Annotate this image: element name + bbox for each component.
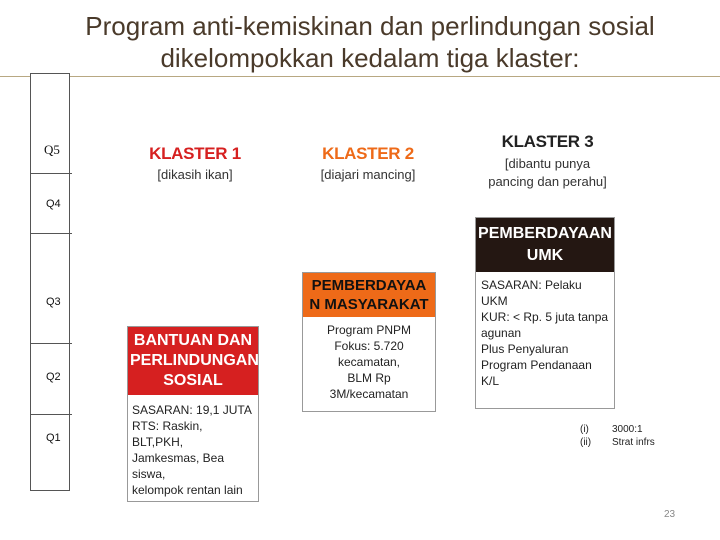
box-body-line: Jamkesmas, Bea siswa, [132,451,225,481]
box-body-line: Program PNPM [326,323,412,337]
quintile-column [30,73,70,491]
quintile-label-q4: Q4 [46,198,61,210]
box-body-line: Program Pendanaan [481,358,592,372]
klaster-2-subtitle: [diajari mancing] [320,167,416,182]
quintile-label-q2: Q2 [46,371,61,383]
subtitle-line: [dibantu punya [504,156,591,171]
box-head-line: PEMBERDAYAA [311,277,427,294]
quintile-divider [30,343,72,344]
box-body-line: SASARAN: 19,1 JUTA [132,403,252,417]
klaster-3-box [475,217,615,409]
klaster-2-box-head [303,273,435,317]
title-line-1: Program anti-kemiskinan dan perlindungan sosial [85,11,655,41]
klaster-3-subtitle [475,155,620,191]
box-head-line: BANTUAN DAN [133,332,253,349]
box-head-line: N MASYARAKAT [309,296,429,313]
box-body-line: RTS: Raskin, BLT,PKH, [132,419,203,449]
page-number: 23 [664,509,676,520]
klaster-1-box-head [128,327,258,395]
klaster-1-title: KLASTER 1 [149,144,241,163]
box-head-line: PEMBERDAYAAN [478,225,612,242]
klaster-2-title: KLASTER 2 [322,144,414,163]
quintile-label-q5: Q5 [44,142,60,157]
klaster-3-box-body [476,272,614,392]
note-line: (i) [580,424,589,435]
klaster-1-subtitle: [dikasih ikan] [157,167,233,182]
title-line-2: dikelompokkan kedalam tiga klaster: [160,43,580,73]
quintile-divider [30,233,72,234]
slide-title [40,10,700,74]
box-body-line: K/L [481,374,500,388]
box-body-line: UKM [481,294,508,308]
box-head-line: SOSIAL [163,372,223,389]
notes-right [612,423,655,449]
box-body-line: kelompok rentan lain [132,483,243,497]
box-body-line: kecamatan, [337,355,401,369]
title-divider [0,76,720,77]
notes-left [580,423,591,449]
quintile-divider [30,173,72,174]
klaster-3-title: KLASTER 3 [501,132,594,151]
note-line: Strat infrs [612,437,655,448]
subtitle-line: pancing dan perahu] [488,174,607,189]
klaster-1-box [127,326,259,502]
klaster-2-box [302,272,436,412]
quintile-divider [30,414,72,415]
box-body-line: KUR: < Rp. 5 juta tanpa [481,310,609,324]
quintile-label-q1: Q1 [46,432,61,444]
klaster-1-box-body [128,395,258,501]
box-head-line: UMK [526,247,564,264]
klaster-3-box-head [476,218,614,272]
note-line: 3000:1 [612,424,643,435]
box-body-line: agunan [481,326,522,340]
box-body-line: SASARAN: Pelaku [481,278,582,292]
box-body-line: Plus Penyaluran [481,342,569,356]
note-line: (ii) [580,437,592,448]
box-body-line: BLM Rp 3M/kecamatan [329,371,409,401]
box-head-line: PERLINDUNGAN [130,352,259,369]
quintile-label-q3: Q3 [46,296,61,308]
box-body-line: Fokus: 5.720 [334,339,404,353]
klaster-2-box-body [303,317,435,405]
